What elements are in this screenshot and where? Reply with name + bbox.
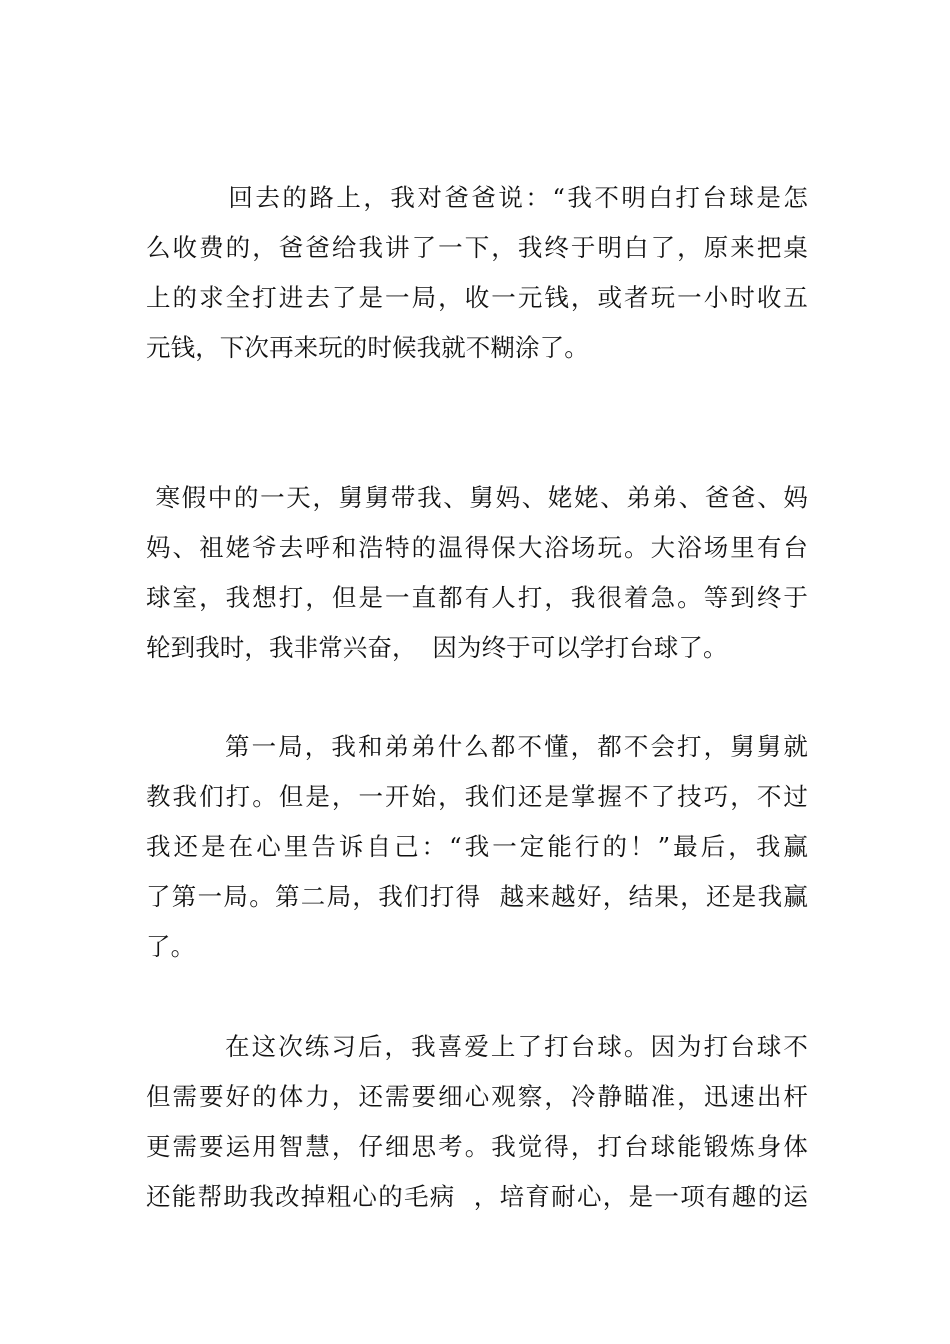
text-line: 元钱，下次再来玩的时候我就不糊涂了。 [146,333,589,362]
text-line: 了第一局。第二局，我们打得 越来越好，结果，还是我赢 [146,882,808,911]
text-line: 了。 [146,932,196,961]
paragraph-first-game [146,722,808,972]
text-line: 回去的路上，我对爸爸说：“我不明白打台球是怎 [146,183,808,212]
text-line: 更需要运用智慧，仔细思考。我觉得，打台球能锻炼身体 [146,1132,808,1161]
text-line: 在这次练习后，我喜爱上了打台球。因为打台球不 [146,1032,808,1061]
text-line: 教我们打。但是，一开始，我们还是掌握不了技巧，不过 [146,782,808,811]
paragraph-love-billiards [146,1022,808,1222]
paragraph-billiards-fee [146,173,808,373]
text-line: 球室，我想打，但是一直都有人打，我很着急。等到终于 [146,583,808,612]
text-line: 还能帮助我改掉粗心的毛病 ，培育耐心，是一项有趣的运 [146,1182,808,1211]
text-line: 么收费的，爸爸给我讲了一下，我终于明白了，原来把桌 [146,233,808,262]
text-line: 上的求全打进去了是一局，收一元钱，或者玩一小时收五 [146,283,808,312]
text-line: 轮到我时，我非常兴奋， 因为终于可以学打台球了。 [146,633,728,662]
paragraph-winter-vacation [146,473,808,673]
text-line: 我还是在心里告诉自己：“我一定能行的！”最后，我赢 [146,832,808,861]
text-line: 寒假中的一天，舅舅带我、舅妈、姥姥、弟弟、爸爸、妈 [146,483,808,512]
text-line: 但需要好的体力，还需要细心观察，冷静瞄准，迅速出杆 [146,1082,808,1111]
text-line: 第一局，我和弟弟什么都不懂，都不会打，舅舅就 [146,732,808,761]
text-line: 妈、祖姥爷去呼和浩特的温得保大浴场玩。大浴场里有台 [146,533,808,562]
